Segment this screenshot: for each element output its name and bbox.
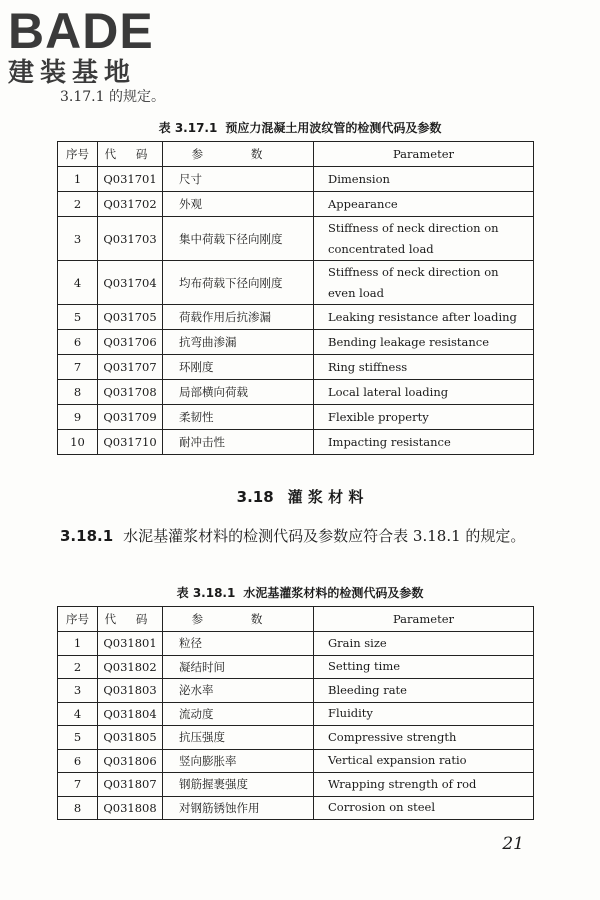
cell-no: 2 — [58, 192, 98, 217]
cell-param: 柔韧性 — [163, 405, 314, 430]
cell-code: Q031804 — [98, 702, 163, 726]
table1 — [57, 141, 534, 455]
table-row — [58, 632, 534, 656]
cell-no: 5 — [58, 305, 98, 330]
cell-parameter-en: Bleeding rate — [314, 679, 534, 703]
cell-parameter-en: Bending leakage resistance — [314, 330, 534, 355]
header-param: 参 数 — [163, 607, 314, 632]
table-row — [58, 655, 534, 679]
cell-parameter-en: Stiffness of neck direction on even load — [314, 261, 534, 305]
cell-parameter-en: Fluidity — [314, 702, 534, 726]
logo-subtitle: 建装基地 — [8, 58, 137, 88]
cell-code: Q031707 — [98, 355, 163, 380]
header-code: 代 码 — [98, 142, 163, 167]
table2-caption — [0, 584, 600, 601]
watermark-logo — [8, 3, 154, 88]
table1-caption — [0, 119, 600, 136]
table1-header-row — [58, 142, 534, 167]
header-parameter-en: Parameter — [314, 607, 534, 632]
previous-text: 3.17.1 的规定。 — [60, 89, 165, 105]
cell-param: 凝结时间 — [163, 655, 314, 679]
cell-param: 流动度 — [163, 702, 314, 726]
cell-no: 6 — [58, 749, 98, 773]
cell-parameter-en: Wrapping strength of rod — [314, 773, 534, 797]
cell-code: Q031808 — [98, 796, 163, 820]
cell-param: 荷载作用后抗渗漏 — [163, 305, 314, 330]
cell-no: 2 — [58, 655, 98, 679]
table-row — [58, 217, 534, 261]
cell-parameter-en: Setting time — [314, 655, 534, 679]
clause-number: 3.18.1 — [60, 527, 114, 545]
table-row — [58, 796, 534, 820]
table-row — [58, 355, 534, 380]
page-number: 21 — [502, 834, 524, 854]
table-row — [58, 773, 534, 797]
table-row — [58, 380, 534, 405]
table-row — [58, 405, 534, 430]
header-code: 代 码 — [98, 607, 163, 632]
cell-code: Q031708 — [98, 380, 163, 405]
table-row — [58, 192, 534, 217]
cell-parameter-en: Corrosion on steel — [314, 796, 534, 820]
cell-param: 集中荷载下径向刚度 — [163, 217, 314, 261]
cell-code: Q031803 — [98, 679, 163, 703]
cell-parameter-en: Ring stiffness — [314, 355, 534, 380]
table2-header-row — [58, 607, 534, 632]
header-param: 参 数 — [163, 142, 314, 167]
table2-title: 水泥基灌浆材料的检测代码及参数 — [243, 586, 424, 600]
cell-no: 6 — [58, 330, 98, 355]
cell-no: 4 — [58, 702, 98, 726]
cell-no: 1 — [58, 167, 98, 192]
cell-no: 7 — [58, 773, 98, 797]
table-row — [58, 330, 534, 355]
table1-number: 表 3.17.1 — [158, 121, 218, 135]
cell-code: Q031703 — [98, 217, 163, 261]
cell-no: 8 — [58, 796, 98, 820]
cell-parameter-en: Grain size — [314, 632, 534, 656]
cell-code: Q031705 — [98, 305, 163, 330]
cell-param: 均布荷载下径向刚度 — [163, 261, 314, 305]
clause-paragraph — [60, 524, 540, 548]
cell-code: Q031701 — [98, 167, 163, 192]
cell-param: 耐冲击性 — [163, 430, 314, 455]
cell-no: 3 — [58, 679, 98, 703]
cell-param: 抗弯曲渗漏 — [163, 330, 314, 355]
cell-param: 粒径 — [163, 632, 314, 656]
table1-title: 预应力混凝土用波纹管的检测代码及参数 — [225, 121, 442, 135]
cell-param: 钢筋握裹强度 — [163, 773, 314, 797]
clause-text: 水泥基灌浆材料的检测代码及参数应符合表 3.18.1 的规定。 — [123, 527, 526, 545]
cell-code: Q031802 — [98, 655, 163, 679]
header-no: 序号 — [58, 607, 98, 632]
cell-param: 外观 — [163, 192, 314, 217]
cell-parameter-en: Leaking resistance after loading — [314, 305, 534, 330]
cell-code: Q031806 — [98, 749, 163, 773]
cell-no: 9 — [58, 405, 98, 430]
header-parameter-en: Parameter — [314, 142, 534, 167]
cell-code: Q031710 — [98, 430, 163, 455]
cell-parameter-en: Flexible property — [314, 405, 534, 430]
cell-code: Q031805 — [98, 726, 163, 750]
table-row — [58, 726, 534, 750]
table-row — [58, 749, 534, 773]
cell-no: 3 — [58, 217, 98, 261]
cell-param: 尺寸 — [163, 167, 314, 192]
cell-no: 10 — [58, 430, 98, 455]
cell-param: 局部横向荷载 — [163, 380, 314, 405]
table-row — [58, 305, 534, 330]
cell-no: 4 — [58, 261, 98, 305]
cell-no: 7 — [58, 355, 98, 380]
cell-code: Q031704 — [98, 261, 163, 305]
cell-no: 1 — [58, 632, 98, 656]
logo-wordmark: BADE — [8, 3, 154, 59]
table-row — [58, 261, 534, 305]
section-number: 3.18 — [236, 488, 274, 506]
section-heading — [0, 486, 600, 507]
cell-parameter-en: Vertical expansion ratio — [314, 749, 534, 773]
cell-param: 对钢筋锈蚀作用 — [163, 796, 314, 820]
cell-code: Q031801 — [98, 632, 163, 656]
cell-param: 泌水率 — [163, 679, 314, 703]
table-row — [58, 702, 534, 726]
cell-parameter-en: Stiffness of neck direction on concentrated load — [314, 217, 534, 261]
cell-parameter-en: Impacting resistance — [314, 430, 534, 455]
cell-parameter-en: Compressive strength — [314, 726, 534, 750]
cell-code: Q031706 — [98, 330, 163, 355]
cell-code: Q031702 — [98, 192, 163, 217]
cell-parameter-en: Dimension — [314, 167, 534, 192]
cell-no: 8 — [58, 380, 98, 405]
table2 — [57, 606, 534, 820]
cell-param: 抗压强度 — [163, 726, 314, 750]
table-row — [58, 167, 534, 192]
table-row — [58, 430, 534, 455]
section-title: 灌 浆 材 料 — [287, 488, 364, 506]
table2-number: 表 3.18.1 — [176, 586, 236, 600]
header-no: 序号 — [58, 142, 98, 167]
cell-code: Q031807 — [98, 773, 163, 797]
table-row — [58, 679, 534, 703]
cell-code: Q031709 — [98, 405, 163, 430]
cell-parameter-en: Local lateral loading — [314, 380, 534, 405]
cell-param: 竖向膨胀率 — [163, 749, 314, 773]
cell-param: 环刚度 — [163, 355, 314, 380]
cell-no: 5 — [58, 726, 98, 750]
cell-parameter-en: Appearance — [314, 192, 534, 217]
